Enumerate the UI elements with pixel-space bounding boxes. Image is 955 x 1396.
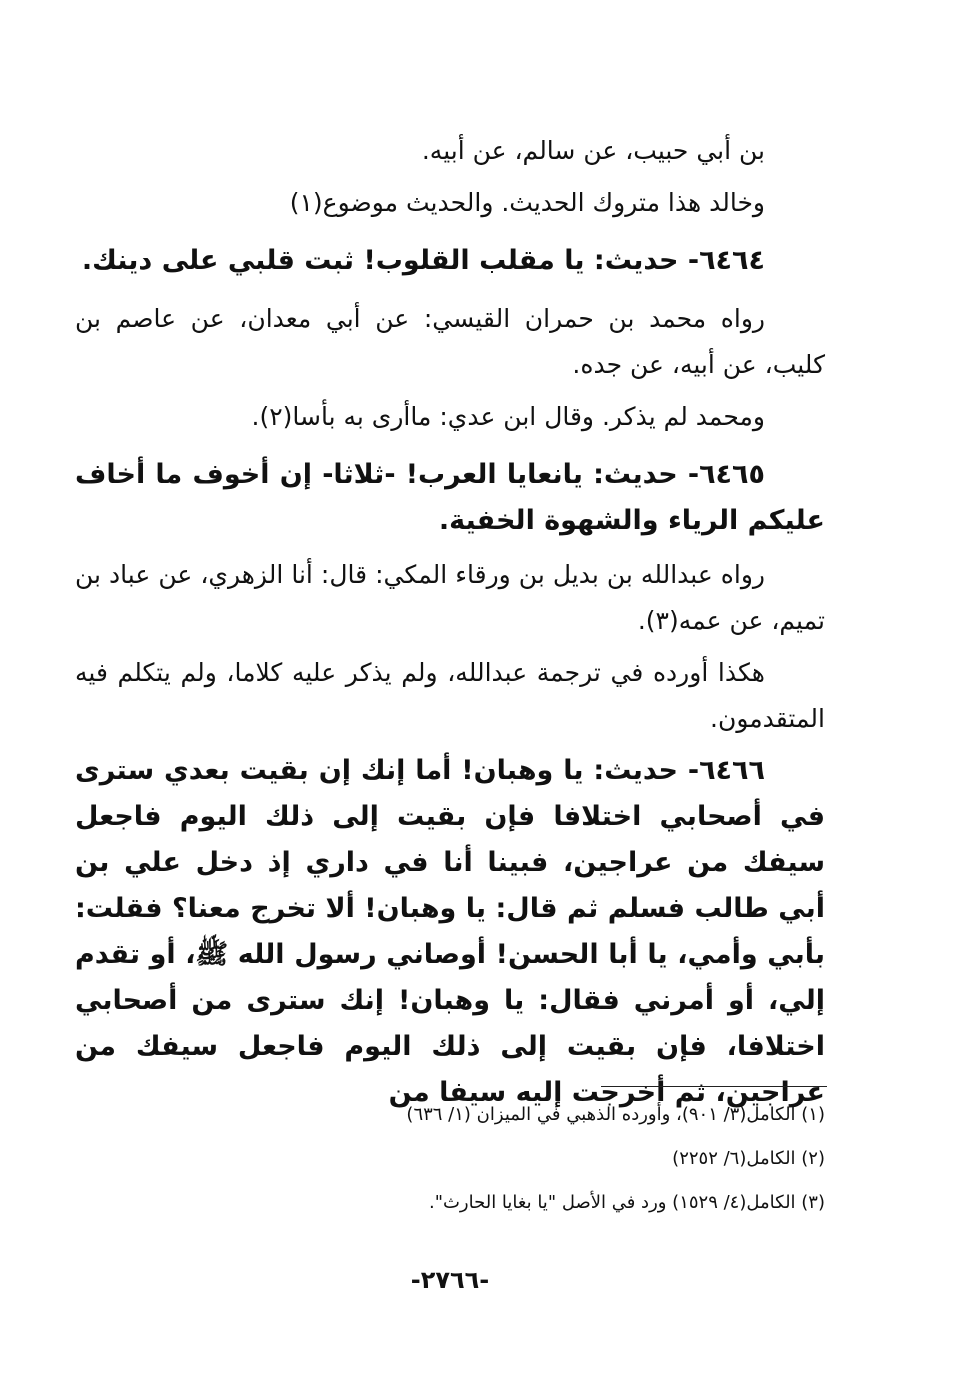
footnote-1: (١) الكامل(٣/ ٩٠١)، وأورده الذهبي في الميزان (١/ ٦٣٦) xyxy=(406,1104,825,1125)
hadith-6464-narration: رواه محمد بن حمران القيسي: عن أبي معدان، عن عاصم بن كليب، عن أبيه، عن جده. xyxy=(75,304,825,379)
footnote-2: (٢) الكامل(٦/ ٢٢٥٢) xyxy=(672,1148,825,1169)
footnote-3: (٣) الكامل(٤/ ١٥٢٩) ورد في الأصل "يا بغايا الحارث". xyxy=(428,1192,825,1213)
hadith-6464-comment: ومحمد لم يذكر. وقال ابن عدي: ماأرى به بأسا(٢). xyxy=(251,402,765,431)
hadith-6466-heading: ٦٤٦٦- حديث: يا وهبان! أما إنك إن بقيت بعدي سترى في أصحابي اختلافا فإن بقيت إلى ذلك اليوم فاجعل سيفك من عراجين، فبينا أنا في داري إذ دخل علي بن أبي طالب فسلم ثم قال: يا وهبان! ألا تخرج معنا؟ فقلت: بأبي وأمي، يا أبا الحسن! أوصاني رسول الله ﷺ، أو تقدم إلي، أو أمرني فقال: يا وهبان! إنك سترى من أصحابي اختلافا، فإن بقيت إلى ذلك اليوم فاجعل سيفك من عراجين، ثم أخرجت إليه سيفا من xyxy=(75,755,825,1108)
hadith-6465-heading: ٦٤٦٥- حديث: يانعايا العرب! -ثلاثا- إن أخوف ما أخاف عليكم الرياء والشهوة الخفية. xyxy=(75,459,825,536)
footnote-separator xyxy=(601,1086,827,1087)
text-line-khalid-comment: وخالد هذا متروك الحديث. والحديث موضوع(١) xyxy=(289,188,765,217)
hadith-6465-narration: رواه عبدالله بن بديل بن ورقاء المكي: قال: أنا الزهري، عن عباد بن تميم، عن عمه(٣). xyxy=(75,560,825,635)
hadith-6465-comment: هكذا أورده في ترجمة عبدالله، ولم يذكر عليه كلاما، ولم يتكلم فيه المتقدمون. xyxy=(75,658,825,733)
text-line-chain-end: بن أبي حبيب، عن سالم، عن أبيه. xyxy=(421,136,765,165)
page-number: -٢٧٦٦- xyxy=(410,1266,490,1294)
hadith-6464-heading: ٦٤٦٤- حديث: يا مقلب القلوب! ثبت قلبي على دينك. xyxy=(81,245,765,276)
